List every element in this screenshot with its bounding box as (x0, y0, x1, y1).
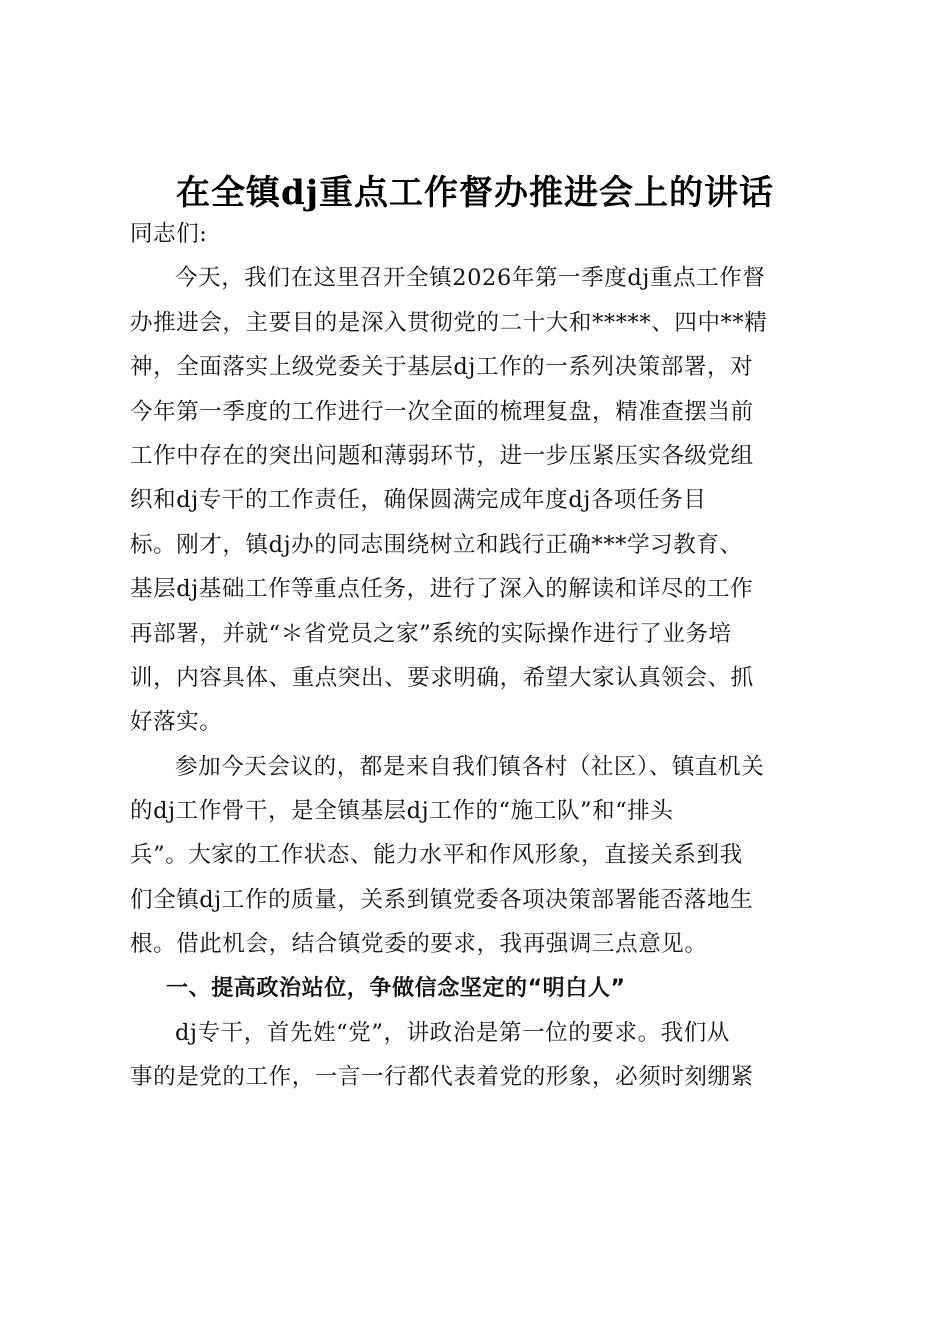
paragraph-1 (130, 256, 830, 744)
paragraph-line: 标。刚才，镇dj办的同志围绕树立和践行正确***学习教育、 (130, 531, 743, 558)
document-body (130, 212, 830, 1100)
paragraph-line: dj专干，首先姓“党”，讲政治是第一位的要求。我们从 (175, 1020, 730, 1047)
paragraph-line: 办推进会，主要目的是深入贯彻党的二十大和*****、四中**精 (130, 309, 768, 336)
paragraph-line: 神，全面落实上级党委关于基层dj工作的一系列决策部署，对 (130, 354, 754, 381)
paragraph-line: 兵”。大家的工作状态、能力水平和作风形象，直接关系到我 (130, 842, 743, 869)
paragraph-line: 今天，我们在这里召开全镇2026年第一季度dj重点工作督 (175, 265, 766, 292)
section-heading: 一、提高政治站位，争做信念坚定的“明白人” (166, 975, 626, 1001)
paragraph-line: 工作中存在的突出问题和薄弱环节，进一步压紧压实各级党组 (130, 442, 754, 469)
document-title: 在全镇dj重点工作督办推进会上的讲话 (175, 173, 775, 213)
paragraph-line: 基层dj基础工作等重点任务，进行了深入的解读和详尽的工作 (130, 576, 754, 603)
salutation: 同志们: (130, 221, 208, 247)
paragraph-line: 的dj工作骨干，是全镇基层dj工作的“施工队”和“排头 (130, 798, 674, 825)
paragraph-line: 们全镇dj工作的质量，关系到镇党委各项决策部署能否落地生 (130, 886, 754, 913)
paragraph-line: 训，内容具体、重点突出、要求明确，希望大家认真领会、抓 (130, 664, 754, 691)
paragraph-line: 今年第一季度的工作进行一次全面的梳理复盘，精准查摆当前 (130, 398, 754, 425)
paragraph-line: 参加今天会议的，都是来自我们镇各村（社区）、镇直机关 (175, 753, 765, 780)
paragraph-2 (130, 745, 830, 967)
paragraph-line: 根。借此机会，结合镇党委的要求，我再强调三点意见。 (130, 931, 708, 958)
paragraph-line: 再部署，并就“＊省党员之家”系统的实际操作进行了业务培 (130, 620, 732, 647)
paragraph-3 (130, 1011, 830, 1100)
paragraph-line: 事的是党的工作，一言一行都代表着党的形象，必须时刻绷紧 (130, 1064, 754, 1091)
paragraph-line: 织和dj专干的工作责任，确保圆满完成年度dj各项任务目 (130, 487, 707, 514)
paragraph-line: 好落实。 (130, 709, 223, 736)
